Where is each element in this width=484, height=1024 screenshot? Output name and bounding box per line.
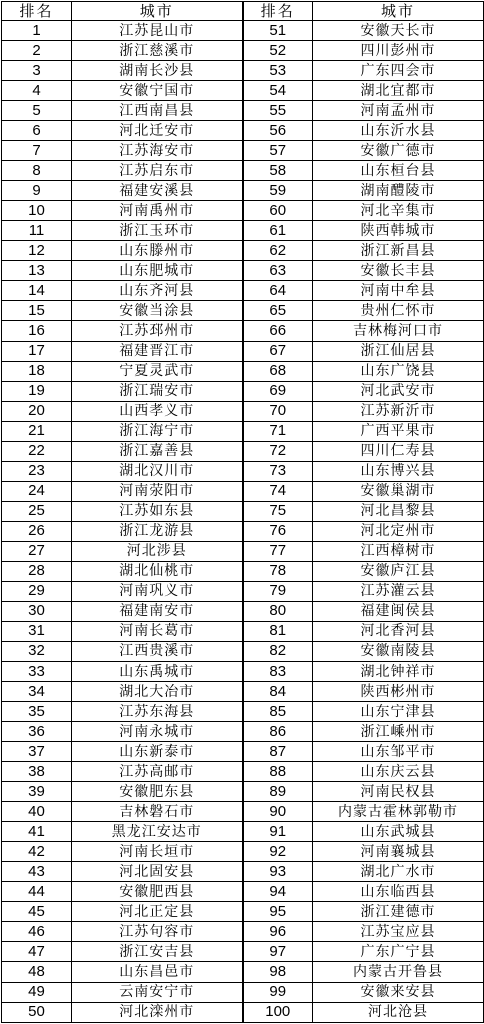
city-cell-right: 安徽来安县 <box>313 982 484 1002</box>
table-row <box>2 281 484 301</box>
table-row <box>2 862 484 882</box>
rank-cell-left: 8 <box>2 161 72 181</box>
table-row <box>2 381 484 401</box>
city-cell-right: 安徽广德市 <box>313 141 484 161</box>
table-row <box>2 902 484 922</box>
city-cell-right: 广西平果市 <box>313 421 484 441</box>
city-cell-right: 河北昌黎县 <box>313 501 484 521</box>
city-cell-right: 陕西彬州市 <box>313 682 484 702</box>
table-row <box>2 21 484 41</box>
header-rank-left: 排名 <box>2 2 72 21</box>
city-cell-right: 山东临西县 <box>313 882 484 902</box>
rank-cell-right: 91 <box>243 822 313 842</box>
rank-cell-right: 52 <box>243 41 313 61</box>
city-cell-left: 河南长垣市 <box>72 842 243 862</box>
city-cell-right: 河北辛集市 <box>313 201 484 221</box>
city-cell-left: 江苏句容市 <box>72 922 243 942</box>
table-row <box>2 61 484 81</box>
rank-cell-left: 7 <box>2 141 72 161</box>
rank-cell-right: 83 <box>243 662 313 682</box>
table-row <box>2 702 484 722</box>
city-cell-left: 江苏启东市 <box>72 161 243 181</box>
city-cell-right: 浙江嵊州市 <box>313 722 484 742</box>
rank-cell-left: 38 <box>2 762 72 782</box>
city-cell-right: 山东邹平市 <box>313 742 484 762</box>
table-row <box>2 141 484 161</box>
rank-cell-right: 51 <box>243 21 313 41</box>
table-row <box>2 962 484 982</box>
city-cell-left: 浙江慈溪市 <box>72 41 243 61</box>
rank-cell-left: 2 <box>2 41 72 61</box>
rank-cell-right: 57 <box>243 141 313 161</box>
city-cell-left: 河南长葛市 <box>72 621 243 641</box>
city-cell-left: 河北迁安市 <box>72 121 243 141</box>
city-cell-left: 河北固安县 <box>72 862 243 882</box>
rank-cell-left: 13 <box>2 261 72 281</box>
city-cell-right: 江苏新沂市 <box>313 401 484 421</box>
rank-cell-right: 88 <box>243 762 313 782</box>
city-cell-right: 河北定州市 <box>313 521 484 541</box>
city-cell-left: 安徽宁国市 <box>72 81 243 101</box>
rank-cell-right: 94 <box>243 882 313 902</box>
rank-cell-left: 21 <box>2 421 72 441</box>
city-cell-left: 湖南长沙县 <box>72 61 243 81</box>
rank-cell-left: 48 <box>2 962 72 982</box>
city-cell-left: 浙江安吉县 <box>72 942 243 962</box>
table-row <box>2 81 484 101</box>
table-row <box>2 581 484 601</box>
city-cell-right: 安徽天长市 <box>313 21 484 41</box>
city-cell-left: 浙江海宁市 <box>72 421 243 441</box>
city-cell-right: 安徽南陵县 <box>313 641 484 661</box>
rank-cell-right: 82 <box>243 641 313 661</box>
header-rank-right: 排名 <box>243 2 313 21</box>
table-row <box>2 41 484 61</box>
rank-cell-left: 19 <box>2 381 72 401</box>
rank-cell-left: 28 <box>2 561 72 581</box>
city-cell-right: 安徽庐江县 <box>313 561 484 581</box>
table-row <box>2 301 484 321</box>
rank-cell-left: 46 <box>2 922 72 942</box>
rank-cell-left: 23 <box>2 461 72 481</box>
city-cell-right: 山东桓台县 <box>313 161 484 181</box>
city-cell-left: 江西南昌县 <box>72 101 243 121</box>
rank-cell-left: 31 <box>2 621 72 641</box>
rank-cell-left: 22 <box>2 441 72 461</box>
rank-cell-right: 72 <box>243 441 313 461</box>
table-row <box>2 461 484 481</box>
city-cell-right: 河北香河县 <box>313 621 484 641</box>
rank-cell-left: 32 <box>2 641 72 661</box>
rank-cell-right: 75 <box>243 501 313 521</box>
city-cell-right: 四川仁寿县 <box>313 441 484 461</box>
table-row <box>2 722 484 742</box>
city-cell-right: 江苏宝应县 <box>313 922 484 942</box>
rank-cell-right: 74 <box>243 481 313 501</box>
table-row <box>2 181 484 201</box>
rank-cell-right: 54 <box>243 81 313 101</box>
ranking-body <box>2 21 484 1023</box>
rank-cell-right: 61 <box>243 221 313 241</box>
city-cell-left: 山西孝义市 <box>72 401 243 421</box>
rank-cell-left: 42 <box>2 842 72 862</box>
city-cell-right: 河北沧县 <box>313 1002 484 1022</box>
rank-cell-right: 85 <box>243 702 313 722</box>
city-cell-right: 山东广饶县 <box>313 361 484 381</box>
city-cell-left: 云南安宁市 <box>72 982 243 1002</box>
rank-cell-left: 9 <box>2 181 72 201</box>
table-row <box>2 201 484 221</box>
city-cell-left: 安徽肥西县 <box>72 882 243 902</box>
rank-cell-left: 41 <box>2 822 72 842</box>
city-cell-left: 山东新泰市 <box>72 742 243 762</box>
rank-cell-left: 29 <box>2 581 72 601</box>
rank-cell-left: 15 <box>2 301 72 321</box>
rank-cell-left: 24 <box>2 481 72 501</box>
rank-cell-right: 73 <box>243 461 313 481</box>
rank-cell-left: 26 <box>2 521 72 541</box>
city-cell-right: 河南襄城县 <box>313 842 484 862</box>
header-city-right: 城市 <box>313 2 484 21</box>
rank-cell-right: 81 <box>243 621 313 641</box>
city-cell-left: 湖北汉川市 <box>72 461 243 481</box>
city-cell-left: 浙江瑞安市 <box>72 381 243 401</box>
city-cell-right: 山东庆云县 <box>313 762 484 782</box>
table-row <box>2 601 484 621</box>
city-cell-right: 广东广宁县 <box>313 942 484 962</box>
rank-cell-left: 40 <box>2 802 72 822</box>
city-cell-right: 山东宁津县 <box>313 702 484 722</box>
rank-cell-left: 6 <box>2 121 72 141</box>
city-cell-left: 河北正定县 <box>72 902 243 922</box>
rank-cell-right: 66 <box>243 321 313 341</box>
rank-cell-right: 84 <box>243 682 313 702</box>
table-row <box>2 822 484 842</box>
city-cell-right: 福建闽侯县 <box>313 601 484 621</box>
rank-cell-left: 35 <box>2 702 72 722</box>
rank-cell-right: 79 <box>243 581 313 601</box>
rank-cell-right: 58 <box>243 161 313 181</box>
table-row <box>2 541 484 561</box>
city-cell-left: 江苏高邮市 <box>72 762 243 782</box>
rank-cell-left: 39 <box>2 782 72 802</box>
rank-cell-left: 47 <box>2 942 72 962</box>
table-row <box>2 121 484 141</box>
city-cell-left: 江苏昆山市 <box>72 21 243 41</box>
city-cell-right: 安徽长丰县 <box>313 261 484 281</box>
rank-cell-left: 33 <box>2 662 72 682</box>
rank-cell-left: 30 <box>2 601 72 621</box>
city-cell-left: 河北滦州市 <box>72 1002 243 1022</box>
rank-cell-left: 18 <box>2 361 72 381</box>
city-cell-left: 吉林磐石市 <box>72 802 243 822</box>
rank-cell-right: 53 <box>243 61 313 81</box>
rank-cell-right: 95 <box>243 902 313 922</box>
city-cell-left: 浙江嘉善县 <box>72 441 243 461</box>
city-cell-right: 山东武城县 <box>313 822 484 842</box>
city-cell-left: 江苏邳州市 <box>72 321 243 341</box>
rank-cell-left: 37 <box>2 742 72 762</box>
rank-cell-right: 93 <box>243 862 313 882</box>
city-cell-right: 安徽巢湖市 <box>313 481 484 501</box>
header-city-left: 城市 <box>72 2 243 21</box>
table-row <box>2 842 484 862</box>
table-row <box>2 241 484 261</box>
rank-cell-left: 16 <box>2 321 72 341</box>
city-cell-right: 湖北钟祥市 <box>313 662 484 682</box>
rank-cell-left: 10 <box>2 201 72 221</box>
city-cell-left: 河南巩义市 <box>72 581 243 601</box>
table-row <box>2 621 484 641</box>
city-cell-right: 吉林梅河口市 <box>313 321 484 341</box>
city-cell-right: 湖南醴陵市 <box>313 181 484 201</box>
rank-cell-right: 90 <box>243 802 313 822</box>
table-row <box>2 682 484 702</box>
city-cell-right: 湖北宜都市 <box>313 81 484 101</box>
city-cell-left: 福建晋江市 <box>72 341 243 361</box>
city-cell-left: 河南禹州市 <box>72 201 243 221</box>
rank-cell-right: 87 <box>243 742 313 762</box>
rank-cell-left: 25 <box>2 501 72 521</box>
table-row <box>2 922 484 942</box>
rank-cell-right: 55 <box>243 101 313 121</box>
city-cell-right: 湖北广水市 <box>313 862 484 882</box>
rank-cell-left: 5 <box>2 101 72 121</box>
table-row <box>2 101 484 121</box>
rank-cell-left: 34 <box>2 682 72 702</box>
table-row <box>2 421 484 441</box>
city-cell-left: 安徽肥东县 <box>72 782 243 802</box>
city-cell-left: 河南永城市 <box>72 722 243 742</box>
rank-cell-left: 43 <box>2 862 72 882</box>
city-cell-right: 山东沂水县 <box>313 121 484 141</box>
city-cell-left: 江西贵溪市 <box>72 641 243 661</box>
rank-cell-left: 4 <box>2 81 72 101</box>
rank-cell-left: 45 <box>2 902 72 922</box>
table-row <box>2 942 484 962</box>
city-cell-left: 河北涉县 <box>72 541 243 561</box>
city-cell-right: 内蒙古霍林郭勒市 <box>313 802 484 822</box>
city-cell-left: 福建南安市 <box>72 601 243 621</box>
city-cell-left: 浙江龙游县 <box>72 521 243 541</box>
city-cell-right: 浙江建德市 <box>313 902 484 922</box>
city-cell-right: 浙江仙居县 <box>313 341 484 361</box>
rank-cell-right: 59 <box>243 181 313 201</box>
rank-cell-right: 64 <box>243 281 313 301</box>
city-cell-left: 福建安溪县 <box>72 181 243 201</box>
table-row <box>2 341 484 361</box>
rank-cell-right: 86 <box>243 722 313 742</box>
rank-cell-right: 100 <box>243 1002 313 1022</box>
city-cell-left: 宁夏灵武市 <box>72 361 243 381</box>
table-row <box>2 561 484 581</box>
table-row <box>2 441 484 461</box>
city-cell-left: 江苏海安市 <box>72 141 243 161</box>
table-row <box>2 882 484 902</box>
rank-cell-left: 1 <box>2 21 72 41</box>
table-row <box>2 361 484 381</box>
rank-cell-right: 65 <box>243 301 313 321</box>
rank-cell-right: 77 <box>243 541 313 561</box>
city-cell-right: 陕西韩城市 <box>313 221 484 241</box>
city-cell-left: 河南荥阳市 <box>72 481 243 501</box>
city-cell-right: 河北武安市 <box>313 381 484 401</box>
rank-cell-left: 17 <box>2 341 72 361</box>
city-cell-right: 浙江新昌县 <box>313 241 484 261</box>
rank-cell-right: 76 <box>243 521 313 541</box>
header-row <box>2 2 484 21</box>
table-row <box>2 982 484 1002</box>
rank-cell-left: 20 <box>2 401 72 421</box>
city-cell-right: 内蒙古开鲁县 <box>313 962 484 982</box>
table-row <box>2 261 484 281</box>
table-row <box>2 321 484 341</box>
rank-cell-right: 78 <box>243 561 313 581</box>
rank-cell-right: 62 <box>243 241 313 261</box>
city-cell-right: 广东四会市 <box>313 61 484 81</box>
city-cell-right: 河南孟州市 <box>313 101 484 121</box>
rank-cell-left: 14 <box>2 281 72 301</box>
rank-cell-left: 12 <box>2 241 72 261</box>
city-cell-right: 江西樟树市 <box>313 541 484 561</box>
rank-cell-right: 80 <box>243 601 313 621</box>
table-row <box>2 762 484 782</box>
rank-cell-left: 44 <box>2 882 72 902</box>
rank-cell-right: 60 <box>243 201 313 221</box>
rank-cell-right: 92 <box>243 842 313 862</box>
city-cell-left: 山东齐河县 <box>72 281 243 301</box>
city-cell-left: 浙江玉环市 <box>72 221 243 241</box>
table-row <box>2 782 484 802</box>
table-row <box>2 802 484 822</box>
city-cell-right: 河南民权县 <box>313 782 484 802</box>
rank-cell-left: 50 <box>2 1002 72 1022</box>
rank-cell-right: 98 <box>243 962 313 982</box>
rank-cell-left: 27 <box>2 541 72 561</box>
rank-cell-left: 11 <box>2 221 72 241</box>
rank-cell-left: 36 <box>2 722 72 742</box>
city-cell-left: 山东禹城市 <box>72 662 243 682</box>
rank-cell-left: 3 <box>2 61 72 81</box>
rank-cell-right: 63 <box>243 261 313 281</box>
rank-cell-right: 89 <box>243 782 313 802</box>
rank-cell-right: 96 <box>243 922 313 942</box>
table-row <box>2 662 484 682</box>
city-cell-left: 黑龙江安达市 <box>72 822 243 842</box>
city-cell-left: 山东昌邑市 <box>72 962 243 982</box>
rank-cell-left: 49 <box>2 982 72 1002</box>
rank-cell-right: 69 <box>243 381 313 401</box>
city-cell-left: 江苏如东县 <box>72 501 243 521</box>
city-cell-right: 贵州仁怀市 <box>313 301 484 321</box>
city-cell-right: 江苏灌云县 <box>313 581 484 601</box>
city-cell-left: 江苏东海县 <box>72 702 243 722</box>
city-cell-left: 安徽当涂县 <box>72 301 243 321</box>
city-cell-left: 湖北仙桃市 <box>72 561 243 581</box>
rank-cell-right: 71 <box>243 421 313 441</box>
rank-cell-right: 70 <box>243 401 313 421</box>
table-row <box>2 521 484 541</box>
table-row <box>2 641 484 661</box>
rank-cell-right: 68 <box>243 361 313 381</box>
table-row <box>2 401 484 421</box>
city-cell-right: 山东博兴县 <box>313 461 484 481</box>
city-cell-left: 山东肥城市 <box>72 261 243 281</box>
city-cell-left: 山东滕州市 <box>72 241 243 261</box>
table-row <box>2 221 484 241</box>
city-cell-right: 河南中牟县 <box>313 281 484 301</box>
table-row <box>2 1002 484 1022</box>
rank-cell-right: 56 <box>243 121 313 141</box>
rank-cell-right: 99 <box>243 982 313 1002</box>
rank-cell-right: 67 <box>243 341 313 361</box>
ranking-table <box>1 1 484 1023</box>
city-cell-right: 四川彭州市 <box>313 41 484 61</box>
table-row <box>2 161 484 181</box>
city-cell-left: 湖北大冶市 <box>72 682 243 702</box>
rank-cell-right: 97 <box>243 942 313 962</box>
table-row <box>2 501 484 521</box>
table-row <box>2 742 484 762</box>
table-row <box>2 481 484 501</box>
